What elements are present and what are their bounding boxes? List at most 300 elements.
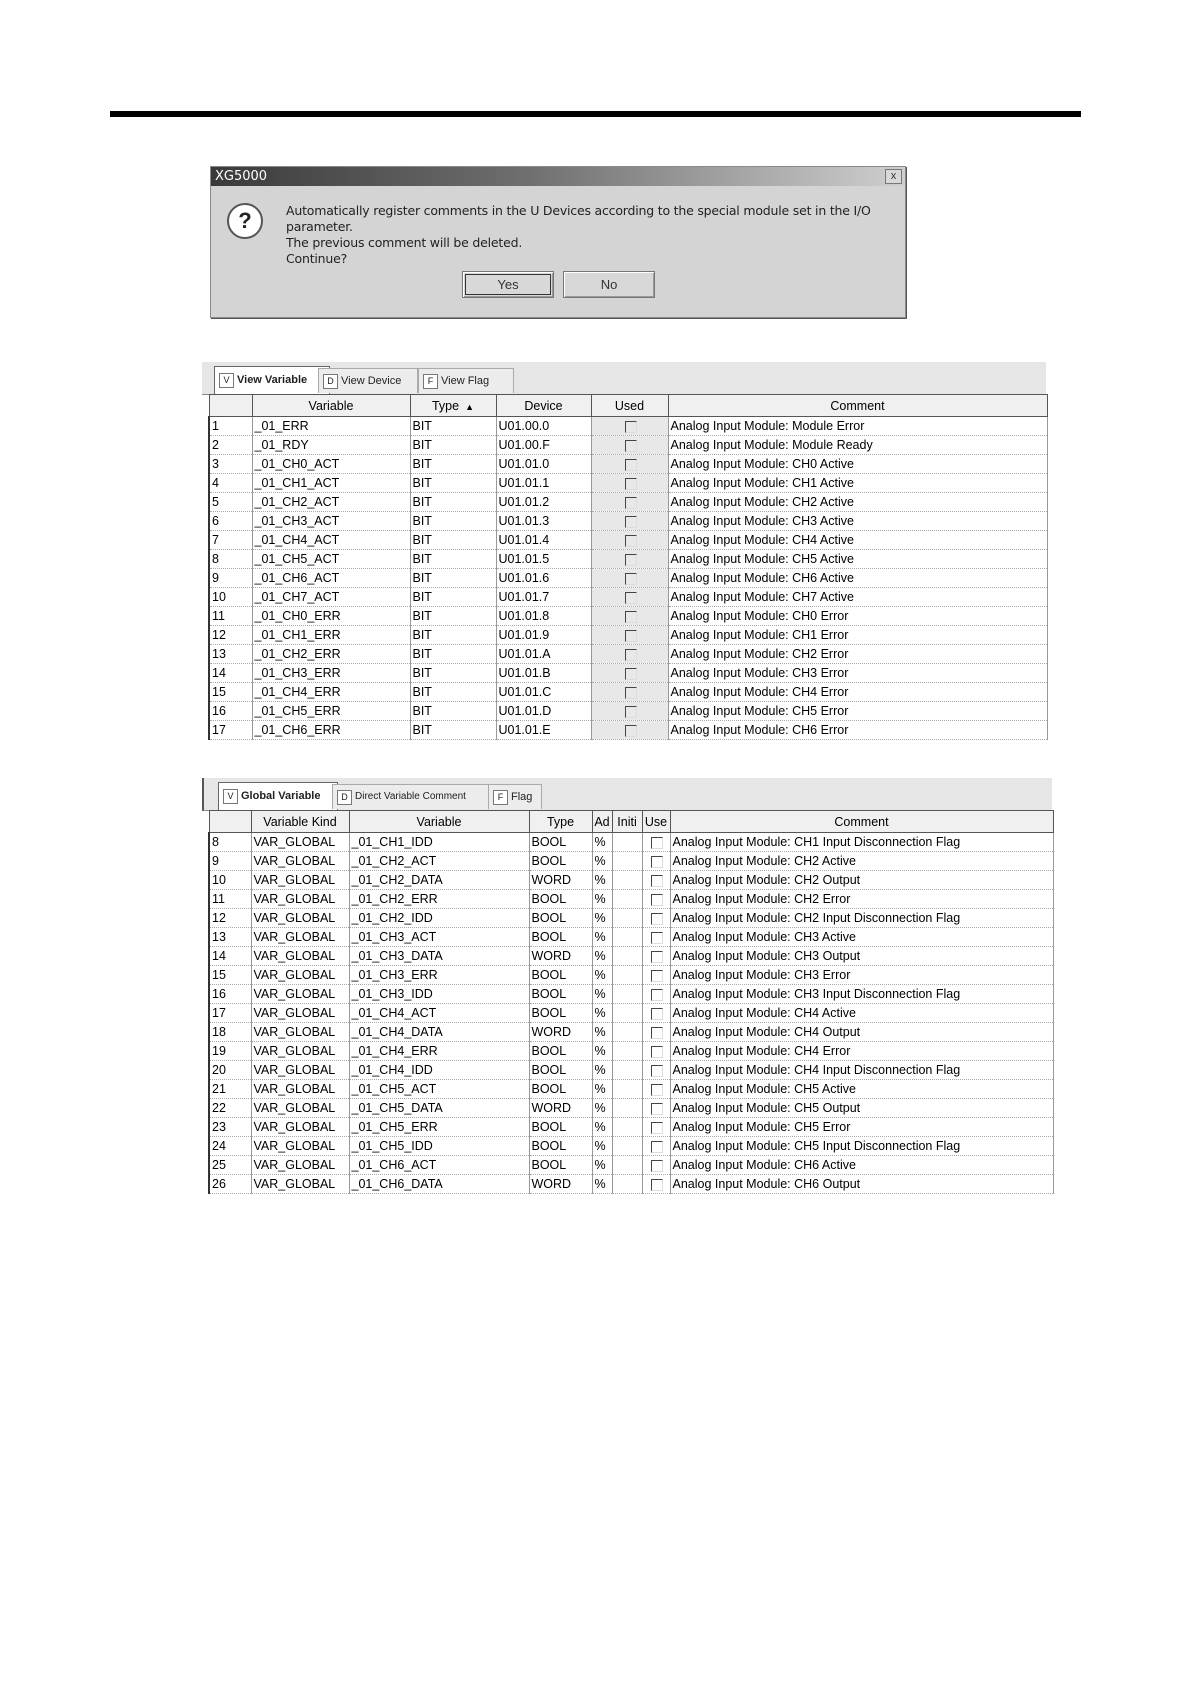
comment-cell[interactable]: Analog Input Module: Module Ready [668,436,1047,455]
used-checkbox[interactable] [625,516,637,528]
table-row[interactable] [209,721,1047,740]
type-cell[interactable]: BIT [410,664,496,683]
address-cell[interactable]: % [592,1042,612,1061]
address-cell[interactable]: % [592,890,612,909]
table-row[interactable] [209,588,1047,607]
table-row[interactable] [209,493,1047,512]
variable-cell[interactable]: _01_CH6_ACT [252,569,410,588]
variable-cell[interactable]: _01_CH4_DATA [349,1023,529,1042]
device-cell[interactable]: U01.01.6 [496,569,591,588]
comment-cell[interactable]: Analog Input Module: CH6 Active [668,569,1047,588]
address-cell[interactable]: % [592,1137,612,1156]
device-cell[interactable]: U01.01.9 [496,626,591,645]
variable-cell[interactable]: _01_CH2_ERR [252,645,410,664]
type-cell[interactable]: WORD [529,1099,592,1118]
variable-kind-cell[interactable]: VAR_GLOBAL [251,1080,349,1099]
variable-cell[interactable]: _01_CH1_IDD [349,833,529,852]
use-checkbox[interactable] [651,1008,663,1020]
initial-cell[interactable] [612,1099,642,1118]
variable-kind-cell[interactable]: VAR_GLOBAL [251,871,349,890]
column-header-initial[interactable]: Initi [612,811,642,833]
initial-cell[interactable] [612,1080,642,1099]
comment-cell[interactable]: Analog Input Module: CH2 Input Disconnection Flag [670,909,1053,928]
table-row[interactable] [209,852,1053,871]
row-number: 11 [209,890,251,909]
variable-cell[interactable]: _01_CH5_ERR [349,1118,529,1137]
variable-cell[interactable]: _01_CH2_DATA [349,871,529,890]
type-cell[interactable]: BOOL [529,1118,592,1137]
comment-cell[interactable]: Analog Input Module: CH3 Error [668,664,1047,683]
variable-cell[interactable]: _01_CH5_ERR [252,702,410,721]
variable-cell[interactable]: _01_CH3_DATA [349,947,529,966]
use-checkbox[interactable] [651,837,663,849]
address-cell[interactable]: % [592,928,612,947]
device-cell[interactable]: U01.01.A [496,645,591,664]
device-cell[interactable]: U01.00.0 [496,417,591,436]
type-cell[interactable]: BOOL [529,1156,592,1175]
column-header-address[interactable]: Ad [592,811,612,833]
row-number: 11 [209,607,252,626]
table-row[interactable] [209,569,1047,588]
variable-kind-cell[interactable]: VAR_GLOBAL [251,852,349,871]
column-header-label: Type [431,398,460,413]
use-checkbox[interactable] [651,1122,663,1134]
table-row[interactable] [209,1099,1053,1118]
type-cell[interactable]: BOOL [529,1137,592,1156]
variable-cell[interactable]: _01_CH4_IDD [349,1061,529,1080]
address-cell[interactable]: % [592,1023,612,1042]
used-checkbox[interactable] [625,611,637,623]
variable-cell[interactable]: _01_CH5_ACT [349,1080,529,1099]
comment-cell[interactable]: Analog Input Module: CH6 Output [670,1175,1053,1194]
type-cell[interactable]: BIT [410,550,496,569]
device-cell[interactable]: U01.01.4 [496,531,591,550]
table-row[interactable] [209,702,1047,721]
comment-cell[interactable]: Analog Input Module: CH1 Input Disconnection Flag [670,833,1053,852]
variable-kind-cell[interactable]: VAR_GLOBAL [251,966,349,985]
initial-cell[interactable] [612,947,642,966]
variable-cell[interactable]: _01_CH6_ACT [349,1156,529,1175]
use-checkbox[interactable] [651,1065,663,1077]
type-cell[interactable]: BIT [410,721,496,740]
device-cell[interactable]: U01.01.2 [496,493,591,512]
address-cell[interactable]: % [592,871,612,890]
device-cell[interactable]: U01.01.E [496,721,591,740]
row-number: 15 [209,966,251,985]
variable-kind-cell[interactable]: VAR_GLOBAL [251,1099,349,1118]
close-icon[interactable]: x [885,169,902,184]
row-number: 9 [209,852,251,871]
used-cell [591,455,668,474]
initial-cell[interactable] [612,1175,642,1194]
address-cell[interactable]: % [592,1175,612,1194]
type-cell[interactable]: WORD [529,947,592,966]
use-checkbox[interactable] [651,1046,663,1058]
variable-cell[interactable]: _01_CH4_ERR [349,1042,529,1061]
comment-cell[interactable]: Analog Input Module: CH2 Active [668,493,1047,512]
column-header-used[interactable]: Used [591,395,668,417]
comment-cell[interactable]: Analog Input Module: CH5 Output [670,1099,1053,1118]
initial-cell[interactable] [612,852,642,871]
comment-cell[interactable]: Analog Input Module: CH4 Input Disconnection Flag [670,1061,1053,1080]
variable-kind-cell[interactable]: VAR_GLOBAL [251,985,349,1004]
variable-cell[interactable]: _01_CH3_ERR [349,966,529,985]
table-row[interactable] [209,890,1053,909]
initial-cell[interactable] [612,890,642,909]
comment-cell[interactable]: Analog Input Module: CH5 Error [670,1118,1053,1137]
initial-cell[interactable] [612,1137,642,1156]
row-number: 6 [209,512,252,531]
address-cell[interactable]: % [592,1004,612,1023]
type-cell[interactable]: BOOL [529,833,592,852]
tab-flag[interactable] [488,784,542,809]
used-checkbox[interactable] [625,440,637,452]
address-cell[interactable]: % [592,1118,612,1137]
type-cell[interactable]: WORD [529,1023,592,1042]
use-cell [642,1080,670,1099]
variable-cell[interactable]: _01_CH2_ACT [349,852,529,871]
variable-cell[interactable]: _01_CH1_ACT [252,474,410,493]
column-header-device[interactable]: Device [496,395,591,417]
comment-cell[interactable]: Analog Input Module: CH5 Input Disconnection Flag [670,1137,1053,1156]
sort-ascending-icon: ▲ [465,401,475,412]
variable-cell[interactable]: _01_CH3_ACT [349,928,529,947]
type-cell[interactable]: BOOL [529,966,592,985]
used-checkbox[interactable] [625,573,637,585]
use-checkbox[interactable] [651,1027,663,1039]
comment-cell[interactable]: Analog Input Module: CH4 Error [670,1042,1053,1061]
comment-cell[interactable]: Analog Input Module: CH4 Error [668,683,1047,702]
column-header-variable[interactable]: Variable [349,811,529,833]
type-cell[interactable]: BIT [410,417,496,436]
flag-tab-icon: F [493,790,508,805]
variable-kind-cell[interactable]: VAR_GLOBAL [251,1175,349,1194]
type-cell[interactable]: BIT [410,702,496,721]
column-header-comment[interactable]: Comment [668,395,1047,417]
variable-kind-cell[interactable]: VAR_GLOBAL [251,890,349,909]
table-row[interactable] [209,1004,1053,1023]
initial-cell[interactable] [612,1042,642,1061]
address-cell[interactable]: % [592,1099,612,1118]
type-cell[interactable]: WORD [529,1175,592,1194]
table-row[interactable] [209,1137,1053,1156]
column-header-variable-kind[interactable]: Variable Kind [251,811,349,833]
variable-kind-cell[interactable]: VAR_GLOBAL [251,928,349,947]
row-number: 10 [209,588,252,607]
type-cell[interactable]: BIT [410,512,496,531]
variable-cell[interactable]: _01_CH6_DATA [349,1175,529,1194]
variable-kind-cell[interactable]: VAR_GLOBAL [251,1118,349,1137]
type-cell[interactable]: BOOL [529,890,592,909]
type-cell[interactable]: BOOL [529,928,592,947]
variable-cell[interactable]: _01_ERR [252,417,410,436]
use-checkbox[interactable] [651,856,663,868]
table-row[interactable] [209,474,1047,493]
initial-cell[interactable] [612,1023,642,1042]
tab-view-variable[interactable] [214,366,330,395]
comment-cell[interactable]: Analog Input Module: Module Error [668,417,1047,436]
comment-cell[interactable]: Analog Input Module: CH6 Error [668,721,1047,740]
row-number: 1 [209,417,252,436]
variable-cell[interactable]: _01_CH2_IDD [349,909,529,928]
address-cell[interactable]: % [592,966,612,985]
row-number: 2 [209,436,252,455]
type-cell[interactable]: BOOL [529,1061,592,1080]
used-checkbox[interactable] [625,592,637,604]
use-cell [642,966,670,985]
variable-kind-cell[interactable]: VAR_GLOBAL [251,1042,349,1061]
type-cell[interactable]: BIT [410,436,496,455]
comment-cell[interactable]: Analog Input Module: CH6 Active [670,1156,1053,1175]
use-checkbox[interactable] [651,1103,663,1115]
table-row[interactable] [209,512,1047,531]
used-checkbox[interactable] [625,668,637,680]
use-checkbox[interactable] [651,970,663,982]
comment-cell[interactable]: Analog Input Module: CH1 Error [668,626,1047,645]
comment-cell[interactable]: Analog Input Module: CH5 Active [668,550,1047,569]
variable-cell[interactable]: _01_CH7_ACT [252,588,410,607]
type-cell[interactable]: BIT [410,455,496,474]
type-cell[interactable]: BOOL [529,1004,592,1023]
used-checkbox[interactable] [625,554,637,566]
comment-cell[interactable]: Analog Input Module: CH0 Error [668,607,1047,626]
variable-kind-cell[interactable]: VAR_GLOBAL [251,909,349,928]
variable-kind-cell[interactable]: VAR_GLOBAL [251,1156,349,1175]
comment-cell[interactable]: Analog Input Module: CH3 Active [670,928,1053,947]
comment-cell[interactable]: Analog Input Module: CH3 Active [668,512,1047,531]
use-cell [642,1118,670,1137]
table-row[interactable] [209,871,1053,890]
type-cell[interactable]: BOOL [529,1080,592,1099]
used-checkbox[interactable] [625,725,637,737]
variable-cell[interactable]: _01_CH0_ACT [252,455,410,474]
type-cell[interactable]: WORD [529,871,592,890]
variable-cell[interactable]: _01_CH4_ACT [252,531,410,550]
table-row[interactable] [209,1023,1053,1042]
type-cell[interactable]: BIT [410,531,496,550]
table-row[interactable] [209,645,1047,664]
initial-cell[interactable] [612,909,642,928]
initial-cell[interactable] [612,1004,642,1023]
device-cell[interactable]: U01.00.F [496,436,591,455]
table-row[interactable] [209,966,1053,985]
use-checkbox[interactable] [651,932,663,944]
variable-cell[interactable]: _01_CH5_DATA [349,1099,529,1118]
use-checkbox[interactable] [651,1179,663,1191]
tab-view-flag[interactable] [418,368,514,393]
no-button[interactable]: No [563,271,655,298]
used-checkbox[interactable] [625,421,637,433]
address-cell[interactable]: % [592,909,612,928]
device-cell[interactable]: U01.01.7 [496,588,591,607]
used-checkbox[interactable] [625,497,637,509]
comment-cell[interactable]: Analog Input Module: CH2 Output [670,871,1053,890]
type-cell[interactable]: BIT [410,493,496,512]
address-cell[interactable]: % [592,1080,612,1099]
variable-cell[interactable]: _01_CH2_ERR [349,890,529,909]
yes-button[interactable]: Yes [462,271,554,298]
table-row[interactable] [209,417,1047,436]
use-checkbox[interactable] [651,875,663,887]
variable-kind-cell[interactable]: VAR_GLOBAL [251,1137,349,1156]
variable-kind-cell[interactable]: VAR_GLOBAL [251,833,349,852]
use-checkbox[interactable] [651,951,663,963]
type-cell[interactable]: BIT [410,474,496,493]
address-cell[interactable]: % [592,947,612,966]
table-row[interactable] [209,1061,1053,1080]
used-checkbox[interactable] [625,687,637,699]
address-cell[interactable]: % [592,1156,612,1175]
table-row[interactable] [209,455,1047,474]
device-cell[interactable]: U01.01.D [496,702,591,721]
address-cell[interactable]: % [592,985,612,1004]
variable-cell[interactable]: _01_CH5_ACT [252,550,410,569]
use-cell [642,852,670,871]
column-header-type[interactable] [410,395,496,417]
use-checkbox[interactable] [651,913,663,925]
initial-cell[interactable] [612,1118,642,1137]
table-row[interactable] [209,1042,1053,1061]
table-row[interactable] [209,947,1053,966]
table-row[interactable] [209,1175,1053,1194]
column-header-type[interactable]: Type [529,811,592,833]
variable-kind-cell[interactable]: VAR_GLOBAL [251,1004,349,1023]
use-cell [642,985,670,1004]
row-number: 23 [209,1118,251,1137]
comment-cell[interactable]: Analog Input Module: CH0 Active [668,455,1047,474]
table-row[interactable] [209,1118,1053,1137]
used-cell [591,512,668,531]
initial-cell[interactable] [612,1156,642,1175]
comment-cell[interactable]: Analog Input Module: CH7 Active [668,588,1047,607]
table-row[interactable] [209,683,1047,702]
type-cell[interactable]: BIT [410,569,496,588]
tab-view-device[interactable] [318,368,418,393]
address-cell[interactable]: % [592,852,612,871]
table-row[interactable] [209,607,1047,626]
table-row[interactable] [209,1156,1053,1175]
table-row[interactable] [209,436,1047,455]
comment-cell[interactable]: Analog Input Module: CH3 Output [670,947,1053,966]
comment-cell[interactable]: Analog Input Module: CH2 Error [670,890,1053,909]
used-checkbox[interactable] [625,535,637,547]
initial-cell[interactable] [612,966,642,985]
type-cell[interactable]: BOOL [529,909,592,928]
type-cell[interactable]: BIT [410,626,496,645]
table-row[interactable] [209,531,1047,550]
device-cell[interactable]: U01.01.C [496,683,591,702]
table-row[interactable] [209,664,1047,683]
variable-cell[interactable]: _01_RDY [252,436,410,455]
comment-cell[interactable]: Analog Input Module: CH5 Error [668,702,1047,721]
used-checkbox[interactable] [625,630,637,642]
variable-kind-cell[interactable]: VAR_GLOBAL [251,1023,349,1042]
address-cell[interactable]: % [592,1061,612,1080]
device-cell[interactable]: U01.01.8 [496,607,591,626]
variable-cell[interactable]: _01_CH3_ACT [252,512,410,531]
variable-cell[interactable]: _01_CH4_ACT [349,1004,529,1023]
device-cell[interactable]: U01.01.3 [496,512,591,531]
table-row[interactable] [209,1080,1053,1099]
column-header-variable[interactable]: Variable [252,395,410,417]
variable-kind-cell[interactable]: VAR_GLOBAL [251,947,349,966]
use-checkbox[interactable] [651,1160,663,1172]
variable-cell[interactable]: _01_CH3_IDD [349,985,529,1004]
use-checkbox[interactable] [651,1084,663,1096]
variable-cell[interactable]: _01_CH4_ERR [252,683,410,702]
dialog-message-line: Automatically register comments in the U Devices according to the special module set in the I/O parameter. [286,203,871,234]
row-number: 12 [209,626,252,645]
comment-cell[interactable]: Analog Input Module: CH4 Active [668,531,1047,550]
use-checkbox[interactable] [651,989,663,1001]
comment-cell[interactable]: Analog Input Module: CH4 Active [670,1004,1053,1023]
table-row[interactable] [209,985,1053,1004]
column-header-comment[interactable]: Comment [670,811,1053,833]
comment-cell[interactable]: Analog Input Module: CH3 Error [670,966,1053,985]
initial-cell[interactable] [612,833,642,852]
table-row[interactable] [209,928,1053,947]
use-checkbox[interactable] [651,1141,663,1153]
used-checkbox[interactable] [625,459,637,471]
comment-cell[interactable]: Analog Input Module: CH1 Active [668,474,1047,493]
comment-cell[interactable]: Analog Input Module: CH3 Input Disconnection Flag [670,985,1053,1004]
comment-cell[interactable]: Analog Input Module: CH4 Output [670,1023,1053,1042]
variable-cell[interactable]: _01_CH0_ERR [252,607,410,626]
initial-cell[interactable] [612,871,642,890]
device-cell[interactable]: U01.01.B [496,664,591,683]
type-cell[interactable]: BOOL [529,1042,592,1061]
comment-cell[interactable]: Analog Input Module: CH5 Active [670,1080,1053,1099]
used-checkbox[interactable] [625,478,637,490]
initial-cell[interactable] [612,1061,642,1080]
device-cell[interactable]: U01.01.1 [496,474,591,493]
variable-cell[interactable]: _01_CH2_ACT [252,493,410,512]
tab-direct-variable-comment[interactable] [332,784,494,809]
variable-cell[interactable]: _01_CH5_IDD [349,1137,529,1156]
used-checkbox[interactable] [625,649,637,661]
type-cell[interactable]: BIT [410,645,496,664]
table-row[interactable] [209,909,1053,928]
use-checkbox[interactable] [651,894,663,906]
type-cell[interactable]: BOOL [529,985,592,1004]
type-cell[interactable]: BIT [410,588,496,607]
type-cell[interactable]: BOOL [529,852,592,871]
type-cell[interactable]: BIT [410,683,496,702]
address-cell[interactable]: % [592,833,612,852]
type-cell[interactable]: BIT [410,607,496,626]
device-cell[interactable]: U01.01.5 [496,550,591,569]
initial-cell[interactable] [612,928,642,947]
column-header-use[interactable]: Use [642,811,670,833]
table-row[interactable] [209,550,1047,569]
row-number: 9 [209,569,252,588]
device-cell[interactable]: U01.01.0 [496,455,591,474]
variable-cell[interactable]: _01_CH6_ERR [252,721,410,740]
tab-global-variable[interactable] [218,782,338,811]
used-cell [591,569,668,588]
comment-cell[interactable]: Analog Input Module: CH2 Active [670,852,1053,871]
used-checkbox[interactable] [625,706,637,718]
table-header [209,395,1047,417]
comment-cell[interactable]: Analog Input Module: CH2 Error [668,645,1047,664]
initial-cell[interactable] [612,985,642,1004]
variable-cell[interactable]: _01_CH1_ERR [252,626,410,645]
table-row[interactable] [209,626,1047,645]
row-number: 21 [209,1080,251,1099]
variable-kind-cell[interactable]: VAR_GLOBAL [251,1061,349,1080]
variable-cell[interactable]: _01_CH3_ERR [252,664,410,683]
table-row[interactable] [209,833,1053,852]
